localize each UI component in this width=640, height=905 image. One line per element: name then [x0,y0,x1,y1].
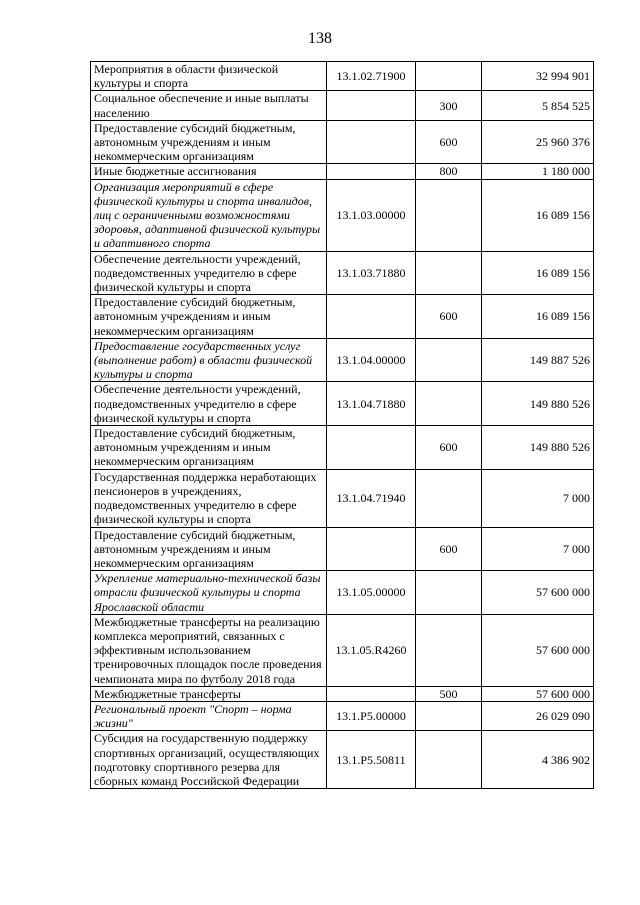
row-name-cell: Иные бюджетные ассигнования [91,164,327,179]
row-sum-cell: 149 887 526 [482,338,594,382]
row-sum-cell: 149 880 526 [482,382,594,426]
row-sum-cell: 5 854 525 [482,91,594,120]
row-code-cell: 13.1.03.00000 [327,179,416,251]
table-row [91,164,594,179]
row-code-cell: 13.1.05.00000 [327,571,416,615]
row-sum-cell: 7 000 [482,469,594,527]
row-sum-cell: 7 000 [482,527,594,571]
row-code-cell [327,164,416,179]
row-name-cell: Укрепление материально-технической базы отрасли физической культуры и спорта Ярославской области [91,571,327,615]
row-type-cell: 600 [416,295,482,339]
table-row [91,701,594,730]
row-sum-cell: 4 386 902 [482,731,594,789]
row-type-cell: 600 [416,426,482,470]
row-type-cell [416,614,482,686]
table-row [91,251,594,295]
table-row [91,469,594,527]
row-code-cell: 13.1.02.71900 [327,62,416,91]
row-name-cell: Обеспечение деятельности учреждений, подведомственных учредителю в сфере физической культуры и спорта [91,382,327,426]
row-sum-cell: 1 180 000 [482,164,594,179]
table-row [91,527,594,571]
row-code-cell: 13.1.03.71880 [327,251,416,295]
row-name-cell: Обеспечение деятельности учреждений, подведомственных учредителю в сфере физической культуры и спорта [91,251,327,295]
budget-table [90,61,594,789]
table-row [91,571,594,615]
row-sum-cell: 149 880 526 [482,426,594,470]
row-name-cell: Социальное обеспечение и иные выплаты населению [91,91,327,120]
row-type-cell [416,731,482,789]
table-row [91,731,594,789]
row-type-cell [416,251,482,295]
row-sum-cell: 16 089 156 [482,179,594,251]
row-sum-cell: 25 960 376 [482,120,594,164]
row-type-cell: 600 [416,120,482,164]
table-row [91,62,594,91]
row-type-cell [416,571,482,615]
row-name-cell: Мероприятия в области физической культуры и спорта [91,62,327,91]
row-type-cell: 500 [416,686,482,701]
page-number: 138 [308,30,332,47]
row-sum-cell: 57 600 000 [482,571,594,615]
row-type-cell: 300 [416,91,482,120]
row-type-cell [416,701,482,730]
row-name-cell: Межбюджетные трансферты на реализацию комплекса мероприятий, связанных с эффективным использованием тренировочных площадок после проведения чемпионата мира по футболу 2018 года [91,614,327,686]
row-code-cell [327,527,416,571]
row-sum-cell: 26 029 090 [482,701,594,730]
row-sum-cell: 16 089 156 [482,295,594,339]
row-name-cell: Субсидия на государственную поддержку спортивных организаций, осуществляющих подготовку спортивного резерва для сборных команд Российской Федерации [91,731,327,789]
row-type-cell [416,382,482,426]
row-type-cell [416,62,482,91]
row-code-cell [327,91,416,120]
row-name-cell: Межбюджетные трансферты [91,686,327,701]
row-name-cell: Предоставление субсидий бюджетным, автономным учреждениям и иным некоммерческим организациям [91,295,327,339]
row-type-cell: 800 [416,164,482,179]
row-name-cell: Предоставление субсидий бюджетным, автономным учреждениям и иным некоммерческим организациям [91,527,327,571]
table-row [91,179,594,251]
row-type-cell: 600 [416,527,482,571]
row-sum-cell: 57 600 000 [482,686,594,701]
row-sum-cell: 57 600 000 [482,614,594,686]
table-row [91,426,594,470]
row-code-cell: 13.1.04.00000 [327,338,416,382]
row-type-cell [416,338,482,382]
row-name-cell: Государственная поддержка неработающих пенсионеров в учреждениях, подведомственных учредителю в сфере физической культуры и спорта [91,469,327,527]
row-type-cell [416,469,482,527]
row-name-cell: Предоставление субсидий бюджетным, автономным учреждениям и иным некоммерческим организациям [91,426,327,470]
row-name-cell: Предоставление государственных услуг (выполнение работ) в области физической культуры и спорта [91,338,327,382]
row-code-cell: 13.1.P5.50811 [327,731,416,789]
row-name-cell: Предоставление субсидий бюджетным, автономным учреждениям и иным некоммерческим организациям [91,120,327,164]
table-row [91,382,594,426]
table-row [91,120,594,164]
row-name-cell: Организация мероприятий в сфере физической культуры и спорта инвалидов, лиц с ограниченными возможностями здоровья, адаптивной физической культуры и адаптивного спорта [91,179,327,251]
row-code-cell: 13.1.04.71880 [327,382,416,426]
row-code-cell [327,686,416,701]
table-row [91,686,594,701]
row-code-cell [327,426,416,470]
row-name-cell: Региональный проект "Спорт – норма жизни" [91,701,327,730]
table-row [91,295,594,339]
row-type-cell [416,179,482,251]
table-row [91,614,594,686]
row-code-cell: 13.1.04.71940 [327,469,416,527]
table-row [91,91,594,120]
row-sum-cell: 32 994 901 [482,62,594,91]
table-row [91,338,594,382]
row-code-cell [327,295,416,339]
row-code-cell: 13.1.05.R4260 [327,614,416,686]
row-code-cell: 13.1.P5.00000 [327,701,416,730]
row-sum-cell: 16 089 156 [482,251,594,295]
row-code-cell [327,120,416,164]
